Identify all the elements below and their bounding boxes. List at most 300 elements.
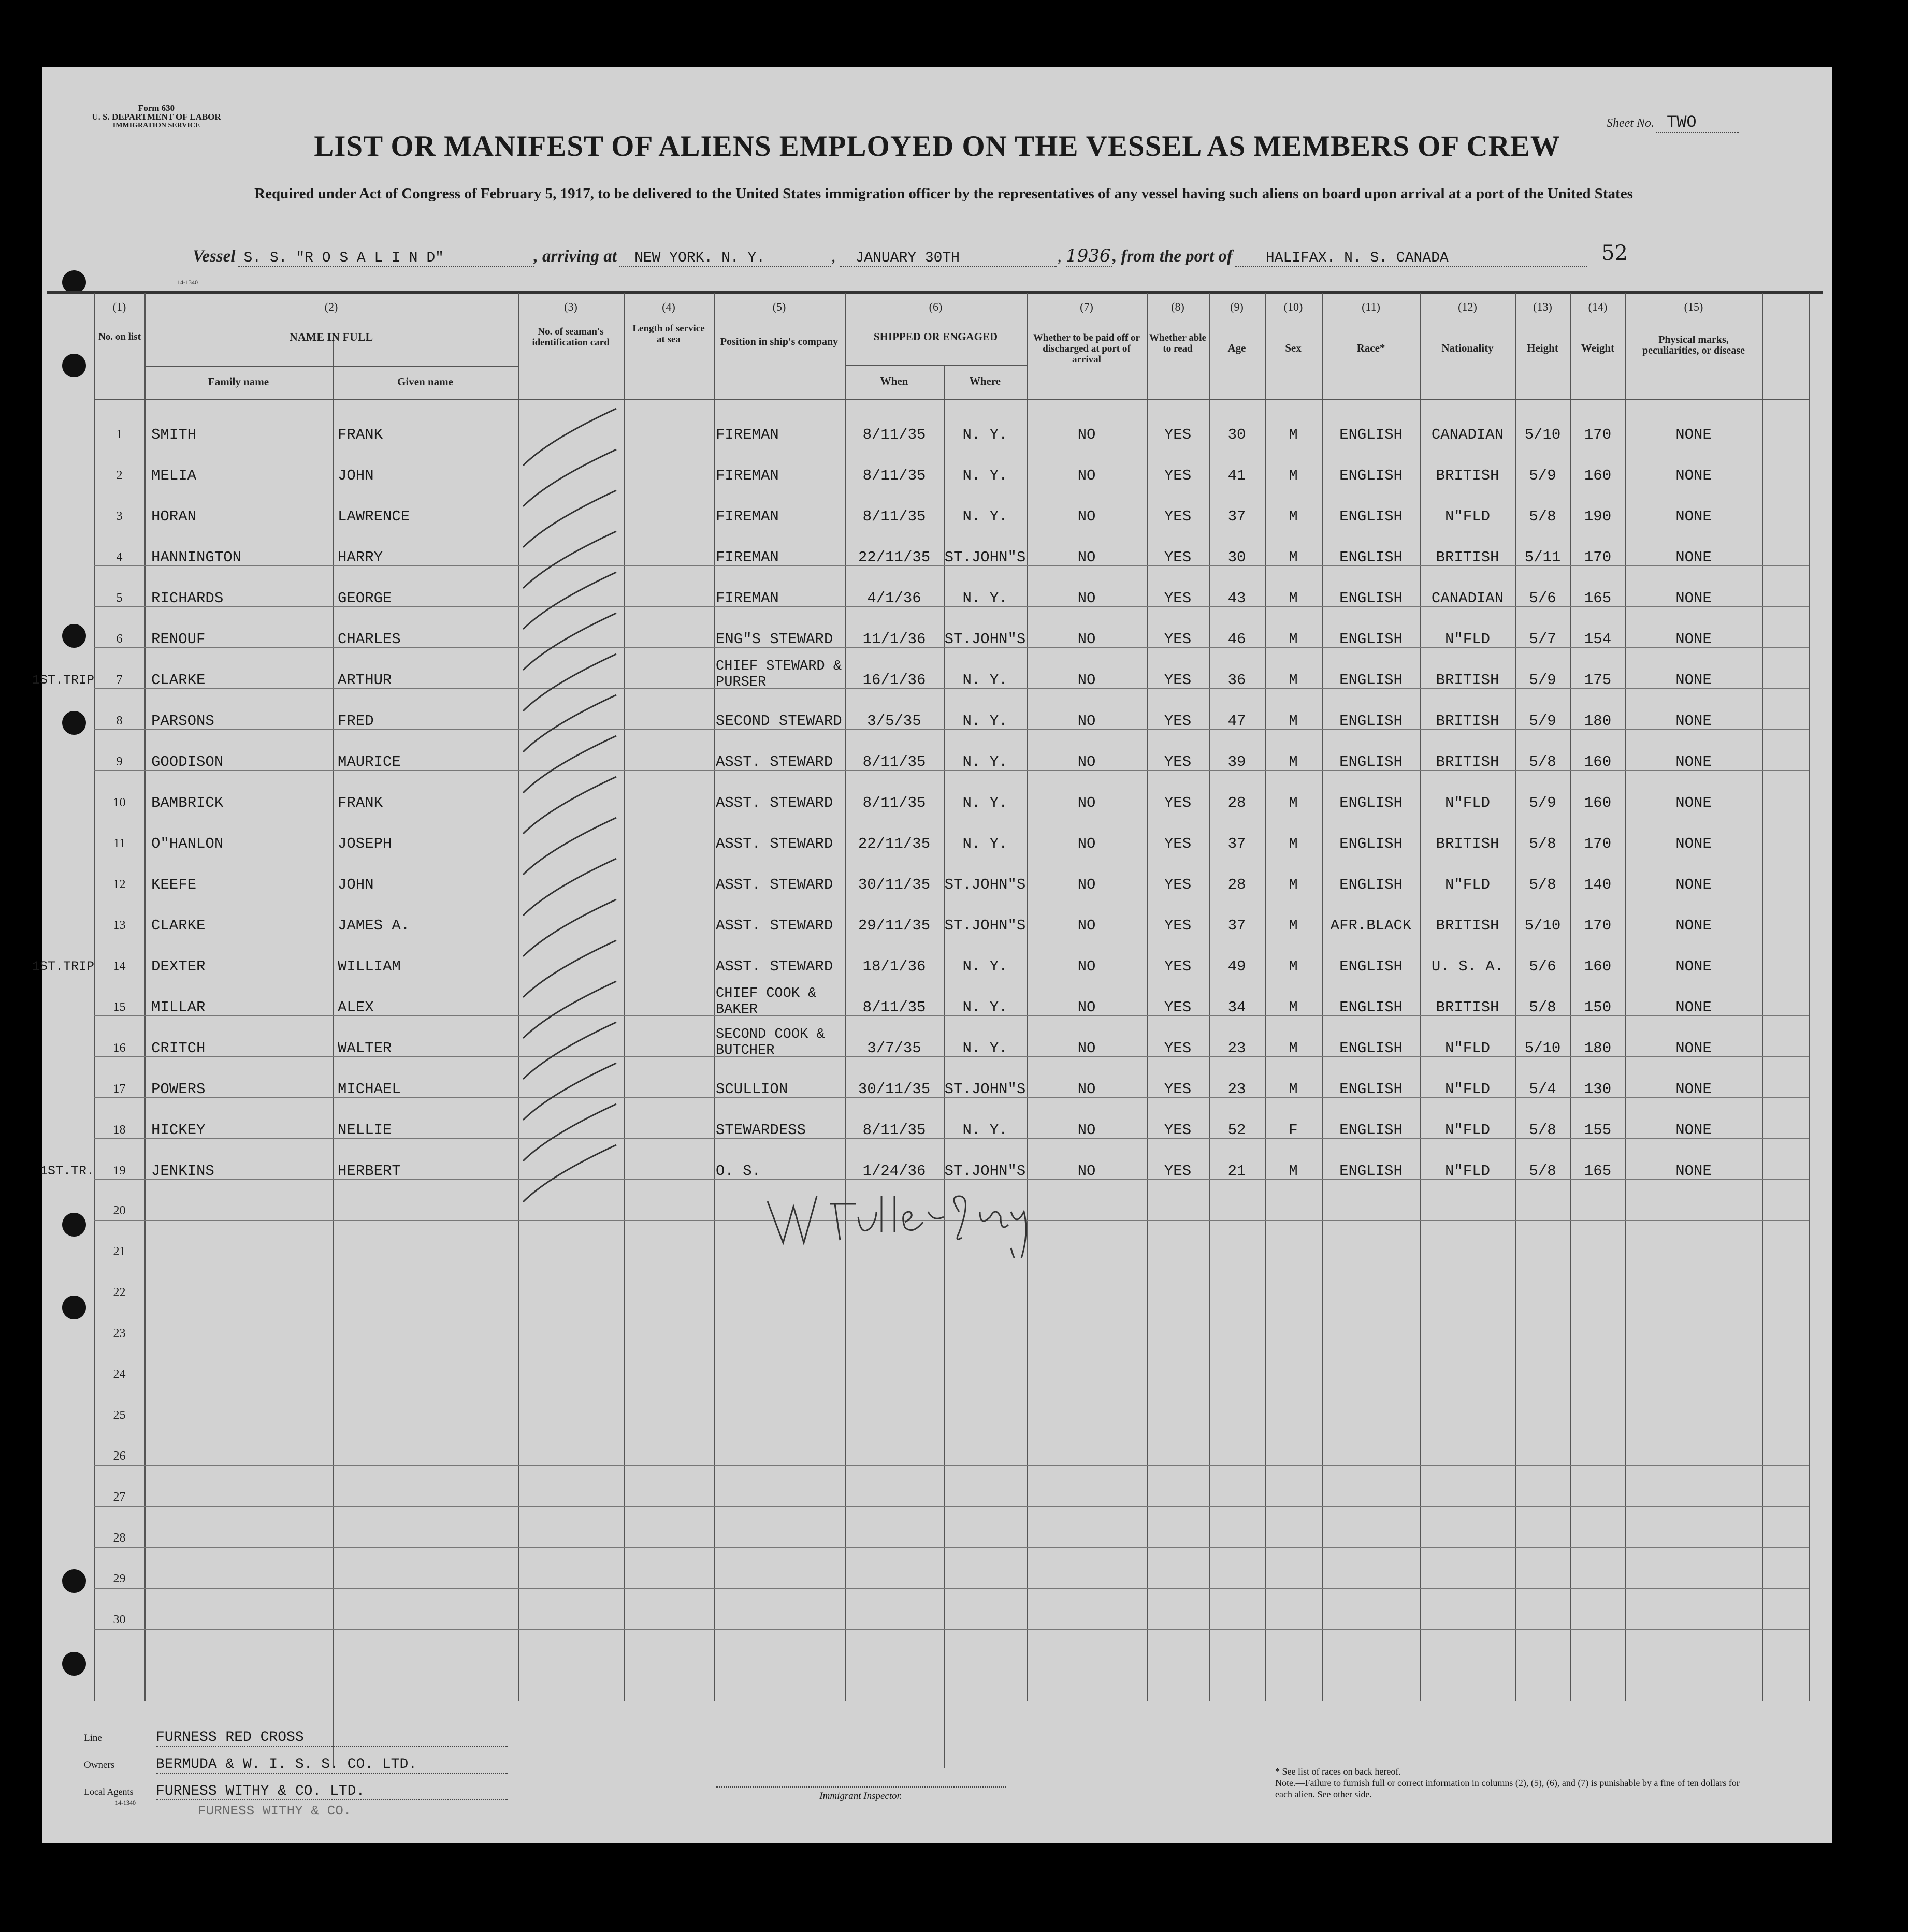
able-to-read: YES	[1164, 549, 1192, 566]
physical-marks: NONE	[1675, 467, 1712, 484]
able-to-read: YES	[1164, 958, 1192, 975]
race: ENGLISH	[1339, 713, 1403, 730]
check-stroke	[523, 1145, 616, 1202]
able-to-read: YES	[1164, 1081, 1192, 1098]
able-to-read: YES	[1164, 467, 1192, 484]
row-rule	[94, 1506, 1809, 1507]
shipped-when: 22/11/35	[858, 549, 931, 566]
check-stroke	[523, 409, 616, 466]
given-name: ARTHUR	[338, 672, 392, 689]
physical-marks: NONE	[1675, 835, 1712, 852]
punch-hole	[62, 1652, 86, 1676]
punch-hole	[62, 711, 86, 735]
given-name: MAURICE	[338, 753, 401, 771]
table-header-rule	[94, 399, 1809, 400]
blank-row-number: 25	[113, 1408, 126, 1422]
row-number: 2	[116, 469, 123, 482]
physical-marks: NONE	[1675, 713, 1712, 730]
blank-row-number: 21	[113, 1245, 126, 1258]
check-stroke	[523, 859, 616, 916]
paid-off: NO	[1077, 917, 1096, 934]
given-name: HERBERT	[338, 1163, 401, 1180]
family-name: KEEFE	[151, 876, 197, 893]
col-num-8: (8)	[1171, 300, 1184, 313]
shipped-when: 8/11/35	[862, 508, 926, 525]
shipped-where: N. Y.	[962, 835, 1008, 852]
able-to-read: YES	[1164, 753, 1192, 771]
weight: 170	[1584, 549, 1612, 566]
header-when: When	[880, 375, 908, 387]
shipped-when: 30/11/35	[858, 1081, 931, 1098]
sex: F	[1289, 1122, 1298, 1139]
family-name: O"HANLON	[151, 835, 224, 852]
able-to-read: YES	[1164, 835, 1192, 852]
weight: 165	[1584, 590, 1612, 607]
sex: M	[1289, 1081, 1298, 1098]
arrival-year: 1936	[1066, 245, 1112, 267]
footer-line-field	[84, 1730, 550, 1747]
nationality: BRITISH	[1436, 467, 1499, 484]
punch-hole	[62, 624, 86, 648]
header-id-card: No. of seaman's identification card	[532, 326, 610, 348]
shipped-when: 8/11/35	[862, 467, 926, 484]
nationality: N"FLD	[1444, 1081, 1490, 1098]
shipped-where: ST.JOHN"S	[944, 631, 1026, 648]
form-number: Form 630	[138, 103, 175, 113]
physical-marks: NONE	[1675, 672, 1712, 689]
position: SECOND STEWARD	[716, 713, 842, 730]
able-to-read: YES	[1164, 631, 1192, 648]
nationality: N"FLD	[1444, 1122, 1490, 1139]
row-number: 5	[116, 591, 123, 605]
race: ENGLISH	[1339, 549, 1403, 566]
physical-marks: NONE	[1675, 508, 1712, 525]
row-number: 14	[113, 960, 126, 973]
sex: M	[1289, 794, 1298, 811]
race: ENGLISH	[1339, 672, 1403, 689]
position: CHIEF STEWARD & PURSER	[716, 659, 842, 690]
age: 49	[1227, 958, 1246, 975]
physical-marks: NONE	[1675, 876, 1712, 893]
nationality: BRITISH	[1436, 753, 1499, 771]
row-number: 13	[113, 919, 126, 932]
check-stroke	[523, 981, 616, 1038]
physical-marks: NONE	[1675, 753, 1712, 771]
race: ENGLISH	[1339, 1040, 1403, 1057]
family-name: JENKINS	[151, 1163, 214, 1180]
header-race: Race*	[1356, 342, 1385, 354]
given-name: CHARLES	[338, 631, 401, 648]
able-to-read: YES	[1164, 999, 1192, 1016]
header-height: Height	[1527, 342, 1558, 354]
given-name: HARRY	[338, 549, 383, 566]
position: FIREMAN	[716, 467, 779, 484]
check-stroke	[523, 572, 616, 629]
paid-off: NO	[1077, 1163, 1096, 1180]
paid-off: NO	[1077, 508, 1096, 525]
paid-off: NO	[1077, 1040, 1096, 1057]
header-name-in-full: NAME IN FULL	[289, 330, 373, 343]
nationality: N"FLD	[1444, 794, 1490, 811]
owners-name: BERMUDA & W. I. S. S. CO. LTD.	[156, 1756, 508, 1774]
first-trip-note: 1ST.TRIP	[32, 959, 95, 974]
blank-row-number: 26	[113, 1449, 126, 1463]
sex: M	[1289, 917, 1298, 934]
row-number: 4	[116, 550, 123, 564]
arriving-label: , arriving at	[533, 247, 617, 266]
age: 37	[1227, 835, 1246, 852]
paid-off: NO	[1077, 631, 1096, 648]
shipped-where: N. Y.	[962, 713, 1008, 730]
nationality: N"FLD	[1444, 1163, 1490, 1180]
sex: M	[1289, 1040, 1298, 1057]
blank-row-number: 24	[113, 1368, 126, 1381]
header-given-name: Given name	[397, 375, 453, 388]
age: 30	[1227, 549, 1246, 566]
nationality: N"FLD	[1444, 508, 1490, 525]
col-num-1: (1)	[112, 300, 126, 313]
row-number: 8	[116, 714, 123, 728]
age: 37	[1227, 508, 1246, 525]
sex: M	[1289, 999, 1298, 1016]
col-num-2: (2)	[324, 300, 338, 313]
check-stroke	[523, 777, 616, 834]
line-label: Line	[84, 1733, 102, 1744]
height: 5/9	[1529, 672, 1556, 689]
given-name: FRED	[338, 713, 374, 730]
punch-hole	[62, 1569, 86, 1593]
able-to-read: YES	[1164, 713, 1192, 730]
header-sex: Sex	[1285, 342, 1302, 354]
given-name: GEORGE	[338, 590, 392, 607]
weight: 180	[1584, 713, 1612, 730]
row-number: 1	[116, 428, 123, 441]
blank-row-number: 28	[113, 1531, 126, 1545]
header-family-name: Family name	[208, 375, 269, 388]
header-weight: Weight	[1581, 342, 1615, 354]
paid-off: NO	[1077, 794, 1096, 811]
shipped-when: 11/1/36	[862, 631, 926, 648]
footer-notes	[1275, 1766, 1741, 1800]
paid-off: NO	[1077, 999, 1096, 1016]
race: ENGLISH	[1339, 1163, 1403, 1180]
sex: M	[1289, 508, 1298, 525]
header-able-to-read: Whether able to read	[1149, 332, 1206, 354]
row-number: 19	[113, 1164, 126, 1178]
check-stroke	[523, 818, 616, 875]
race: ENGLISH	[1339, 1081, 1403, 1098]
small-code: 14-1340	[177, 279, 198, 286]
sheet-label: Sheet No.	[1607, 117, 1654, 130]
age: 36	[1227, 672, 1246, 689]
able-to-read: YES	[1164, 1163, 1192, 1180]
row-number: 16	[113, 1041, 126, 1055]
nationality: CANADIAN	[1431, 426, 1504, 443]
shipped-where: N. Y.	[962, 753, 1008, 771]
physical-marks: NONE	[1675, 958, 1712, 975]
able-to-read: YES	[1164, 1040, 1192, 1057]
physical-marks: NONE	[1675, 1122, 1712, 1139]
sex: M	[1289, 590, 1298, 607]
col-num-13: (13)	[1533, 300, 1552, 313]
weight: 165	[1584, 1163, 1612, 1180]
weight: 130	[1584, 1081, 1612, 1098]
inspector-signature-line	[716, 1786, 1006, 1788]
shipped-where: ST.JOHN"S	[944, 1163, 1026, 1180]
paid-off: NO	[1077, 467, 1096, 484]
given-name: LAWRENCE	[338, 508, 410, 525]
weight: 150	[1584, 999, 1612, 1016]
col-num-10: (10)	[1283, 300, 1303, 313]
footer-code: 14-1340	[115, 1799, 136, 1806]
sex: M	[1289, 876, 1298, 893]
col-num-12: (12)	[1458, 300, 1477, 313]
header-age: Age	[1227, 342, 1246, 354]
shipped-when: 3/7/35	[867, 1040, 921, 1057]
sex: M	[1289, 835, 1298, 852]
header-paid-off: Whether to be paid off or discharged at port of arrival	[1033, 332, 1140, 365]
footer-owners-field	[84, 1756, 550, 1774]
sex: M	[1289, 1163, 1298, 1180]
position: FIREMAN	[716, 426, 779, 443]
weight: 175	[1584, 672, 1612, 689]
inspector-handwritten-signature	[757, 1181, 1089, 1258]
check-stroke	[523, 654, 616, 711]
blank-row-number: 29	[113, 1572, 126, 1586]
shipped-when: 8/11/35	[862, 999, 926, 1016]
family-name: CLARKE	[151, 672, 206, 689]
weight: 170	[1584, 835, 1612, 852]
race: ENGLISH	[1339, 999, 1403, 1016]
age: 21	[1227, 1163, 1246, 1180]
weight: 155	[1584, 1122, 1612, 1139]
page-title: LIST OR MANIFEST OF ALIENS EMPLOYED ON THE VESSEL AS MEMBERS OF CREW	[314, 130, 1560, 163]
position: FIREMAN	[716, 549, 779, 566]
physical-marks: NONE	[1675, 549, 1712, 566]
race: ENGLISH	[1339, 753, 1403, 771]
header-position: Position in ship's company	[720, 336, 839, 347]
check-stroke	[523, 899, 616, 956]
row-number: 17	[113, 1082, 126, 1096]
footer-agents-field	[84, 1783, 550, 1800]
check-stroke	[523, 613, 616, 670]
shipped-when: 3/5/35	[867, 713, 921, 730]
col-num-4: (4)	[662, 300, 675, 313]
position: FIREMAN	[716, 590, 779, 607]
check-stroke	[523, 531, 616, 588]
shipped-where: N. Y.	[962, 794, 1008, 811]
col-num-14: (14)	[1588, 300, 1608, 313]
age: 23	[1227, 1040, 1246, 1057]
position: ASST. STEWARD	[716, 876, 833, 893]
age: 47	[1227, 713, 1246, 730]
height: 5/9	[1529, 794, 1556, 811]
col-num-7: (7)	[1080, 300, 1093, 313]
height: 5/8	[1529, 835, 1556, 852]
able-to-read: YES	[1164, 917, 1192, 934]
nationality: CANADIAN	[1431, 590, 1504, 607]
height: 5/8	[1529, 999, 1556, 1016]
service-name: IMMIGRATION SERVICE	[112, 122, 200, 129]
shipped-where: N. Y.	[962, 590, 1008, 607]
age: 46	[1227, 631, 1246, 648]
shipped-where: N. Y.	[962, 467, 1008, 484]
position: CHIEF COOK & BAKER	[716, 986, 817, 1018]
able-to-read: YES	[1164, 426, 1192, 443]
check-stroke	[523, 736, 616, 793]
id-card-check-marks	[518, 404, 624, 1284]
sex: M	[1289, 549, 1298, 566]
nationality: N"FLD	[1444, 876, 1490, 893]
header-physical-marks: Physical marks, peculiarities, or disease	[1642, 334, 1745, 356]
age: 34	[1227, 999, 1246, 1016]
nationality: BRITISH	[1436, 999, 1499, 1016]
able-to-read: YES	[1164, 876, 1192, 893]
nationality: N"FLD	[1444, 631, 1490, 648]
shipped-where: N. Y.	[962, 958, 1008, 975]
sex: M	[1289, 713, 1298, 730]
nationality: U. S. A.	[1431, 958, 1504, 975]
check-stroke	[523, 1022, 616, 1079]
nationality: BRITISH	[1436, 917, 1499, 934]
row-rule	[94, 1588, 1809, 1589]
first-trip-note: 1ST.TRIP	[32, 673, 95, 688]
sex: M	[1289, 958, 1298, 975]
given-name: WILLIAM	[338, 958, 401, 975]
shipped-when: 29/11/35	[858, 917, 931, 934]
row-rule	[94, 1465, 1809, 1466]
vessel-line: Vessel S. S. "R O S A L I N D" , arriving at NEW YORK. N. Y. , JANUARY 30TH , 1936 , from the port of HALIFAX. N. S. CANADA	[193, 245, 1777, 271]
position: STEWARDESS	[716, 1122, 806, 1139]
department-name: U. S. DEPARTMENT OF LABOR	[92, 112, 221, 122]
age: 37	[1227, 917, 1246, 934]
family-name: RENOUF	[151, 631, 206, 648]
row-rule	[94, 1547, 1809, 1548]
row-number: 9	[116, 755, 123, 768]
given-name: JOHN	[338, 876, 374, 893]
age: 30	[1227, 426, 1246, 443]
agents-label: Local Agents	[84, 1786, 134, 1797]
sheet-number: TWO	[1656, 113, 1739, 133]
weight: 160	[1584, 753, 1612, 771]
race: ENGLISH	[1339, 794, 1403, 811]
col-num-3: (3)	[564, 300, 577, 313]
age: 52	[1227, 1122, 1246, 1139]
race: ENGLISH	[1339, 590, 1403, 607]
shipped-where: N. Y.	[962, 672, 1008, 689]
paid-off: NO	[1077, 876, 1096, 893]
position: SCULLION	[716, 1081, 788, 1098]
family-name: HORAN	[151, 508, 197, 525]
paid-off: NO	[1077, 1122, 1096, 1139]
row-number: 12	[113, 878, 126, 891]
able-to-read: YES	[1164, 508, 1192, 525]
punch-hole	[62, 354, 86, 377]
family-name: PARSONS	[151, 713, 214, 730]
age: 39	[1227, 753, 1246, 771]
weight: 170	[1584, 426, 1612, 443]
col-num-15: (15)	[1684, 300, 1703, 313]
header-length-service: Length of service at sea	[632, 323, 705, 345]
position: FIREMAN	[716, 508, 779, 525]
row-rule	[94, 1629, 1809, 1630]
col-num-11: (11)	[1362, 300, 1380, 313]
position: ASST. STEWARD	[716, 958, 833, 975]
shipped-where: ST.JOHN"S	[944, 549, 1026, 566]
check-stroke	[523, 1063, 616, 1120]
family-name: MILLAR	[151, 999, 206, 1016]
row-number: 10	[113, 796, 126, 809]
weight: 190	[1584, 508, 1612, 525]
paid-off: NO	[1077, 753, 1096, 771]
paid-off: NO	[1077, 1081, 1096, 1098]
position: SECOND COOK & BUTCHER	[716, 1027, 825, 1058]
shipped-when: 8/11/35	[862, 426, 926, 443]
age: 41	[1227, 467, 1246, 484]
page-subtitle: Required under Act of Congress of February 5, 1917, to be delivered to the United States immigration officer by the representatives of any vessel having such aliens on board upon arrival at a port of the United States	[254, 185, 1633, 202]
col-num-5: (5)	[772, 300, 786, 313]
departure-port: HALIFAX. N. S. CANADA	[1235, 250, 1587, 267]
check-stroke	[523, 449, 616, 506]
check-stroke	[523, 490, 616, 547]
physical-marks: NONE	[1675, 1163, 1712, 1180]
paid-off: NO	[1077, 590, 1096, 607]
row-number: 6	[116, 632, 123, 646]
inspector-label: Immigrant Inspector.	[819, 1791, 902, 1802]
table-top-rule	[47, 291, 1823, 294]
sex: M	[1289, 426, 1298, 443]
nationality: N"FLD	[1444, 1040, 1490, 1057]
page-number: 52	[1601, 241, 1628, 265]
height: 5/11	[1524, 549, 1561, 566]
shipped-when: 8/11/35	[862, 1122, 926, 1139]
weight: 180	[1584, 1040, 1612, 1057]
shipped-where: N. Y.	[962, 1122, 1008, 1139]
punch-hole	[62, 1296, 86, 1319]
height: 5/10	[1524, 426, 1561, 443]
race: ENGLISH	[1339, 1122, 1403, 1139]
sex: M	[1289, 753, 1298, 771]
height: 5/10	[1524, 917, 1561, 934]
height: 5/9	[1529, 467, 1556, 484]
race: ENGLISH	[1339, 467, 1403, 484]
paid-off: NO	[1077, 426, 1096, 443]
shipped-when: 1/24/36	[862, 1163, 926, 1180]
able-to-read: YES	[1164, 672, 1192, 689]
weight: 140	[1584, 876, 1612, 893]
height: 5/6	[1529, 590, 1556, 607]
physical-marks: NONE	[1675, 1040, 1712, 1057]
blank-row-number: 20	[113, 1204, 126, 1217]
weight: 160	[1584, 467, 1612, 484]
check-stroke	[523, 1104, 616, 1161]
position: ASST. STEWARD	[716, 917, 833, 934]
shipped-where: N. Y.	[962, 508, 1008, 525]
physical-marks: NONE	[1675, 999, 1712, 1016]
given-name: JOHN	[338, 467, 374, 484]
position: O. S.	[716, 1163, 761, 1180]
row-number: 15	[113, 1000, 126, 1014]
from-label: , from the port of	[1112, 247, 1233, 266]
agents-name: FURNESS WITHY & CO. LTD.	[156, 1783, 508, 1800]
shipped-when: 8/11/35	[862, 794, 926, 811]
weight: 160	[1584, 794, 1612, 811]
family-name: BAMBRICK	[151, 794, 224, 811]
height: 5/8	[1529, 753, 1556, 771]
nationality: BRITISH	[1436, 835, 1499, 852]
races-note: * See list of races on back hereof.	[1275, 1766, 1401, 1777]
height: 5/7	[1529, 631, 1556, 648]
